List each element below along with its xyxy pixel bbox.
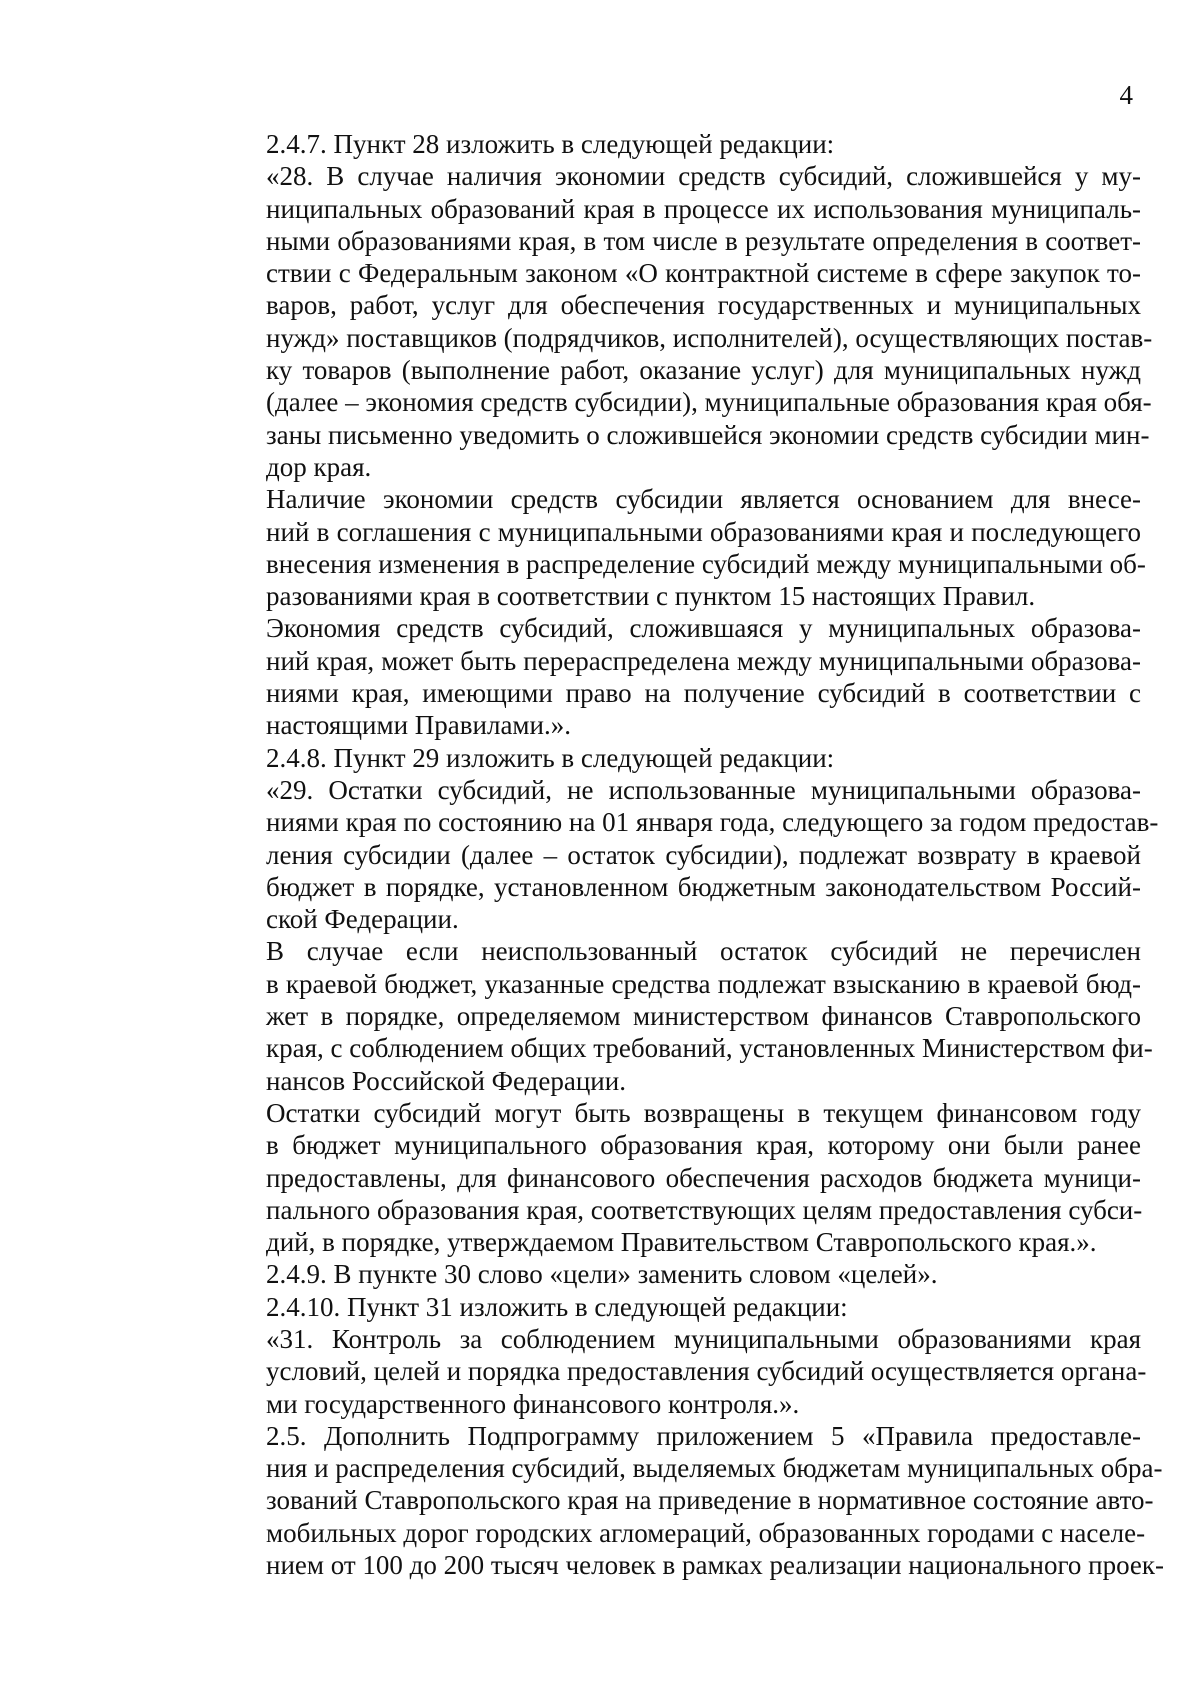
text-line: ния и распределения субсидий, выделяемых бюджетам муниципальных обра- — [266, 1453, 1163, 1484]
text-line: 2.5. Дополнить Подпрограмму приложением 5 «Правила предоставле- — [266, 1420, 1141, 1451]
text-line: предоставлены, для финансового обеспечения расходов бюджета муници- — [266, 1162, 1141, 1193]
text-line: ниципальных образований края в процессе их использования муниципаль- — [266, 193, 1141, 224]
text-line: жет в порядке, определяемом министерством финансов Ставропольского — [266, 1001, 1141, 1032]
text-line: «29. Остатки субсидий, не использованные муниципальными образова- — [266, 774, 1141, 805]
page-number: 4 — [1119, 80, 1133, 110]
paragraph — [199, 935, 1153, 1096]
text-line: «28. В случае наличия экономии средств субсидий, сложившейся у му- — [266, 161, 1141, 192]
text-line: разованиями края в соответствии с пунктом 15 настоящих Правил. — [266, 581, 1036, 612]
document-body — [199, 128, 1165, 1581]
paragraph — [199, 1291, 1141, 1323]
text-line: В случае если неиспользованный остаток субсидий не перечислен — [266, 936, 1141, 967]
text-line: мобильных дорог городских агломераций, образованных городами с населе- — [266, 1517, 1146, 1548]
paragraph — [199, 1420, 1165, 1581]
text-line: Экономия средств субсидий, сложившаяся у муниципальных образова- — [266, 613, 1141, 644]
text-line: ний в соглашения с муниципальными образованиями края и последующего — [266, 516, 1141, 547]
text-line: в краевой бюджет, указанные средства подлежат взысканию в краевой бюд- — [266, 968, 1141, 999]
paragraph — [199, 128, 1141, 160]
paragraph — [199, 1323, 1147, 1420]
text-line: бюджет в порядке, установленном бюджетным законодательством Россий- — [266, 871, 1141, 902]
paragraph — [199, 1097, 1141, 1258]
text-line: Наличие экономии средств субсидии является основанием для внесе- — [266, 484, 1141, 515]
paragraph — [199, 160, 1153, 483]
text-line: нужд» поставщиков (подрядчиков, исполнителей), осуществляющих постав- — [266, 322, 1153, 353]
text-line: 2.4.9. В пункте 30 слово «цели» заменить словом «целей». — [266, 1259, 938, 1290]
text-line: нансов Российской Федерации. — [266, 1065, 626, 1096]
text-line: ми государственного финансового контроля.». — [266, 1388, 800, 1419]
text-line: заны письменно уведомить о сложившейся экономии средств субсидии мин- — [266, 419, 1150, 450]
text-line: пального образования края, соответствующих целям предоставления субси- — [266, 1194, 1143, 1225]
paragraph — [199, 742, 1141, 774]
text-line: ний края, может быть перераспределена между муниципальными образова- — [266, 645, 1141, 676]
text-line: дор края. — [266, 451, 372, 482]
text-line: Остатки субсидий могут быть возвращены в текущем финансовом году — [266, 1097, 1141, 1128]
text-line: ниями края, имеющими право на получение субсидий в соответствии с — [266, 678, 1141, 709]
text-line: (далее – экономия средств субсидии), муниципальные образования края обя- — [266, 387, 1152, 418]
text-line: края, с соблюдением общих требований, установленных Министерством фи- — [266, 1033, 1153, 1064]
text-line: нием от 100 до 200 тысяч человек в рамках реализации национального проек- — [266, 1550, 1165, 1581]
text-line: дий, в порядке, утверждаемом Правительством Ставропольского края.». — [266, 1227, 1097, 1258]
text-line: «31. Контроль за соблюдением муниципальными образованиями края — [266, 1323, 1141, 1354]
text-line: внесения изменения в распределение субсидий между муниципальными об- — [266, 548, 1146, 579]
text-line: ления субсидии (далее – остаток субсидии), подлежат возврату в краевой — [266, 839, 1141, 870]
paragraph — [199, 774, 1159, 935]
text-line: ской Федерации. — [266, 904, 459, 935]
text-line: 2.4.7. Пункт 28 изложить в следующей редакции: — [266, 129, 835, 159]
paragraph — [199, 612, 1141, 741]
text-line: ку товаров (выполнение работ, оказание услуг) для муниципальных нужд — [266, 355, 1141, 386]
text-line: 2.4.10. Пункт 31 изложить в следующей редакции: — [266, 1291, 848, 1322]
text-line: 2.4.8. Пункт 29 изложить в следующей редакции: — [266, 742, 835, 773]
text-line: варов, работ, услуг для обеспечения государственных и муниципальных — [266, 290, 1141, 321]
text-line: ными образованиями края, в том числе в результате определения в соответ- — [266, 225, 1141, 256]
paragraph — [199, 483, 1146, 612]
text-line: условий, целей и порядка предоставления субсидий осуществляется органа- — [266, 1356, 1147, 1387]
text-line: в бюджет муниципального образования края, которому они были ранее — [266, 1130, 1141, 1161]
text-line: ниями края по состоянию на 01 января года, следующего за годом предостав- — [266, 807, 1159, 838]
text-line: зований Ставропольского края на приведение в нормативное состояние авто- — [266, 1485, 1154, 1516]
text-line: настоящими Правилами.». — [266, 710, 571, 741]
text-line: ствии с Федеральным законом «О контрактной системе в сфере закупок то- — [266, 258, 1141, 289]
paragraph — [199, 1258, 1141, 1290]
